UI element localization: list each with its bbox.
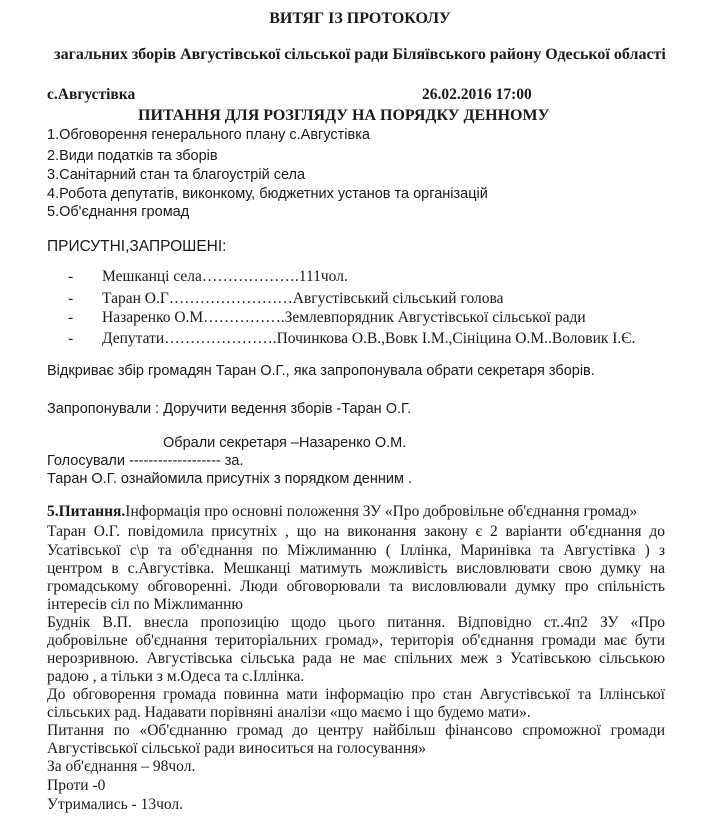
agenda-item: 1.Обговорення генерального плану с.Августівка: [47, 127, 370, 143]
paragraph-line: добровільне об'єднання територіальних громад», територія об'єднання громади має бути: [47, 632, 665, 649]
secretary-text: Обрали секретаря –Назаренко О.М.: [163, 435, 407, 451]
paragraph-line: центром в с.Августівка. Мешканці матимуть можливість висловлювати свою думку на: [47, 560, 665, 577]
agenda-item: 4.Робота депутатів, виконкому, бюджетних установ та організацій: [47, 186, 488, 202]
agenda-intro-text: Таран О.Г. ознайомила присутніх з порядком денним .: [47, 471, 412, 487]
place: с.Августівка: [47, 86, 136, 103]
paragraph-line: громадському обговоренні. Люди обговорювали та висловлювали думку про спільність: [47, 578, 665, 595]
vote-for: За об'єднання – 98чол.: [47, 758, 196, 775]
agenda-heading: ПИТАННЯ ДЛЯ РОЗГЛЯДУ НА ПОРЯДКУ ДЕННОМУ: [138, 107, 550, 124]
paragraph-line: сільських рад. Надавати порівняні аналізи «що маємо і що будемо мати».: [47, 704, 531, 721]
paragraph-line: Таран О.Г. повідомила присутніх , що на виконання закону є 2 варіанти об'єднання до: [47, 523, 665, 540]
paragraph-line: До обговорення громада повинна мати інформацію про стан Августівської та Іллінської: [47, 686, 665, 703]
attendee-row: [68, 268, 348, 286]
vote-against: Проти -0: [47, 777, 106, 794]
agenda-item: 3.Санітарний стан та благоустрій села: [47, 167, 306, 183]
list-bullet: -: [68, 309, 74, 326]
agenda-item: 2.Види податків та зборів: [47, 148, 218, 164]
paragraph-line: радою , а тільки з м.Одеса та с.Іллінка.: [47, 668, 305, 685]
paragraph-line: нерозривною. Августівська сільська рада не має спільних меж з Усатівською сільською: [47, 650, 665, 667]
datetime: 26.02.2016 17:00: [422, 86, 532, 103]
attendee-text: Депутати………………….Починкова О.В.,Вовк І.М.,Сініцина О.М..Воловик І.Є.: [102, 330, 636, 347]
document-subtitle: загальних зборів Августівської сільської ради Біляївського району Одеської області: [54, 46, 666, 63]
paragraph-line: Буднік В.П. внесла пропозицію щодо цього питання. Відповідно ст..4п2 ЗУ «Про: [47, 614, 665, 631]
vote-abstain: Утримались - 13чол.: [47, 796, 184, 813]
paragraph-line: Усатівської с\р та об'єднання по Міжлиманню ( Іллінка, Маринівка та Августівка ) з: [47, 542, 665, 559]
attendee-row: [68, 309, 586, 327]
list-bullet: -: [68, 290, 74, 307]
section-5-label: 5.Питання.: [47, 503, 126, 520]
attendee-text: Назаренко О.М…………….Землевпорядник Августівської сільської ради: [102, 309, 586, 326]
vote-text: Голосували ------------------- за.: [47, 453, 244, 469]
document-title: ВИТЯГ ІЗ ПРОТОКОЛУ: [269, 10, 451, 27]
list-bullet: -: [68, 330, 74, 347]
paragraph-line: інтересів сіл по Міжлиманню: [47, 596, 243, 613]
list-bullet: -: [68, 268, 74, 285]
attendee-row: [68, 330, 635, 348]
attendee-text: Мешканці села……………….111чол.: [102, 268, 348, 285]
section-5-intro: Інформація про основні положення ЗУ «Про добровільне об'єднання громад»: [125, 503, 638, 520]
agenda-item: 5.Об'єднання громад: [47, 204, 190, 220]
attendee-row: [68, 290, 503, 308]
paragraph-line: Питання по «Об'єднанню громад до центру найбільш фінансово спроможної громади: [47, 722, 665, 739]
paragraph-line: Августівської сільської ради виноситься на голосування»: [47, 740, 427, 757]
opening-text: Відкриває збір громадян Таран О.Г., яка запропонувала обрати секретаря зборів.: [47, 363, 595, 379]
attendees-heading: ПРИСУТНІ,ЗАПРОШЕНІ:: [47, 238, 227, 255]
section-5-heading: [47, 503, 637, 521]
proposal-text: Запропонували : Доручити ведення зборів -Таран О.Г.: [47, 401, 412, 417]
attendee-text: Таран О.Г……………………Августівський сільський голова: [102, 290, 504, 307]
